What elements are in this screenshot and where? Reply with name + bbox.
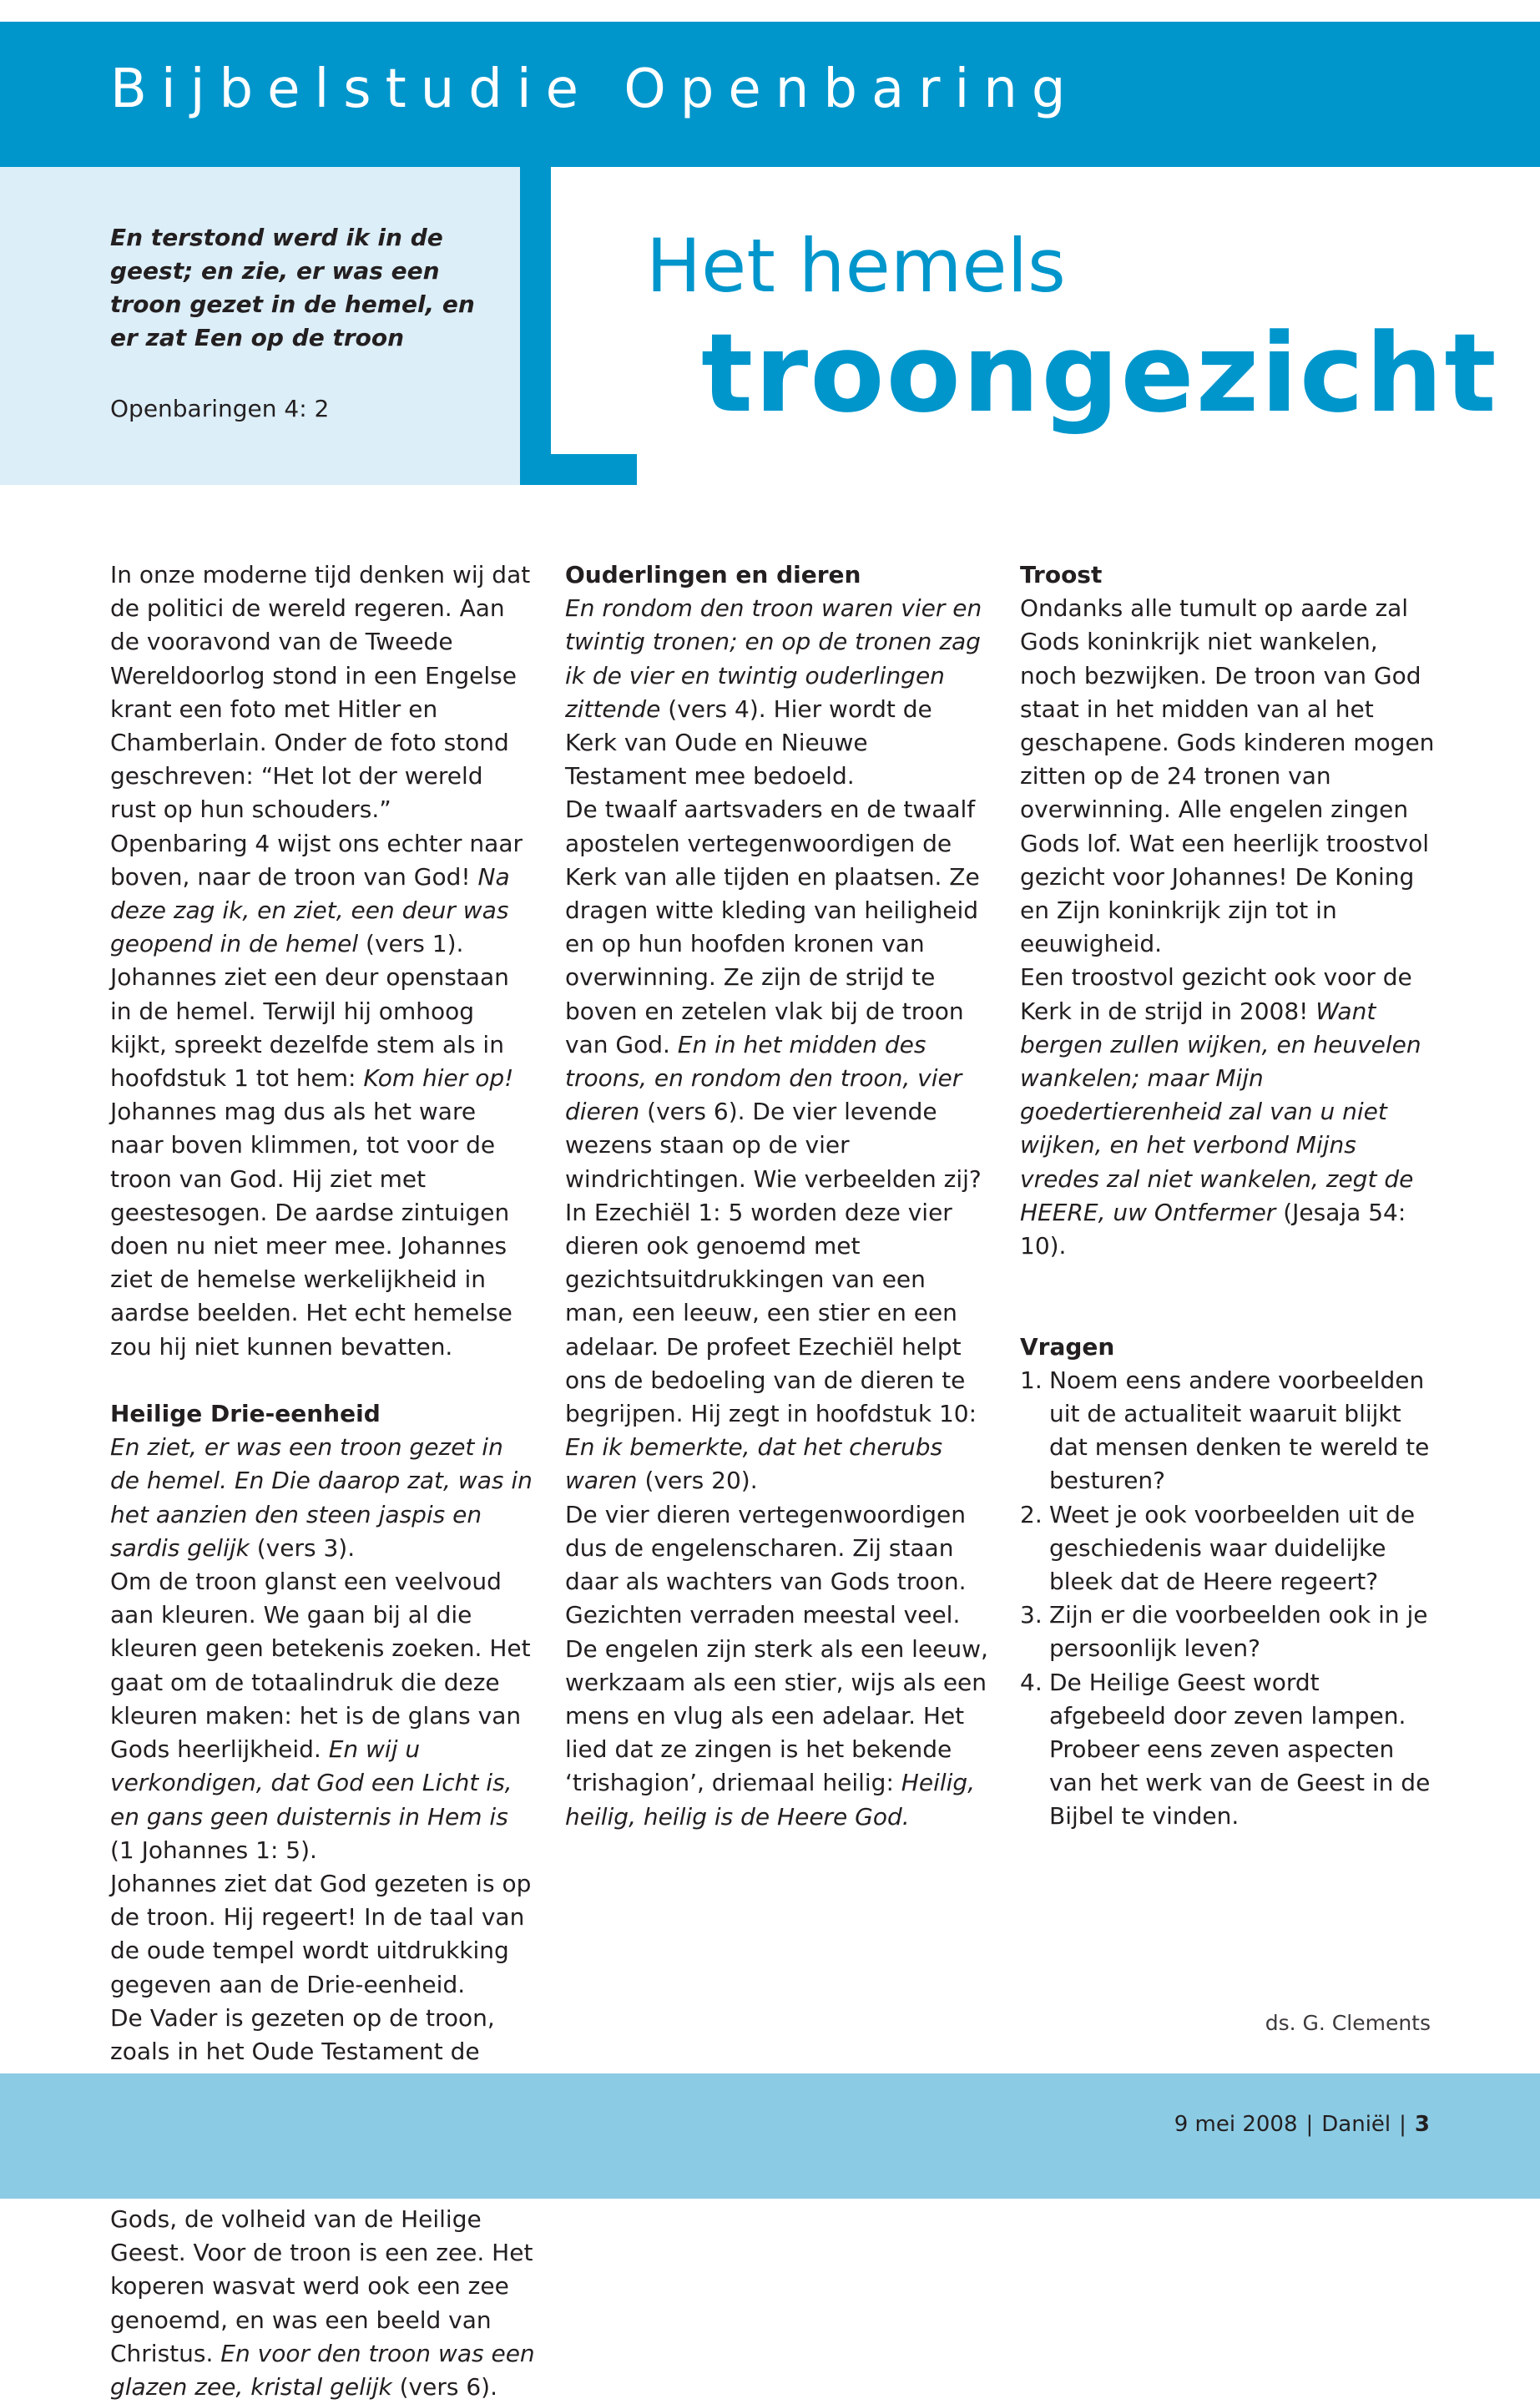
intro-quote: En terstond werd ik in de geest; en zie, er was een troon gezet in de hemel, en er zat Een op de troon — [110, 224, 475, 351]
scripture-quote: Kom hier op! — [363, 1064, 514, 1093]
title-bracket-decoration — [520, 167, 637, 485]
question-number: 2. — [1020, 1500, 1043, 1528]
question-text: Noem eens andere voorbeelden uit de actualiteit waaruit blijkt dat mensen denken te wereld te besturen? — [1049, 1366, 1430, 1495]
questions-list — [1020, 1364, 1437, 1834]
paragraph: En ziet, er was een troon gezet in de hemel. En Die daarop zat, was in het aanzien den steen jaspis en sardis gelijk (vers 3). — [110, 1433, 533, 1562]
paragraph: Johannes ziet dat God gezeten is op de troon. Hij regeert! In de taal van de oude tempel wordt uitdrukking gegeven aan de Drie-eenheid. — [110, 1869, 532, 1998]
paragraph-intro: In onze moderne tijd denken wij dat de politici de wereld regeren. Aan de vooravond van de Tweede Wereldoorlog stond in een Engelse krant een foto met Hitler en Chamberlain. Onder de foto stond geschreven: “Het lot der wereld rust op hun schouders.” Openbaring 4 wijst ons echter naar boven, naar de troon van God! Na deze zag ik, en ziet, een deur was geopend in de hemel (vers 1). Johannes ziet een deur openstaan in de hemel. Terwijl hij omhoog kijkt, spreekt dezelfde stem als in hoofdstuk 1 tot hem: Kom hier op! Johannes mag dus als het ware naar boven klimmen, tot voor de troon van God. Hij ziet met geestesogen. De aardse zintuigen doen nu niet meer mee. Johannes ziet de hemelse werkelijkheid in aardse beelden. Het echt hemelse zou hij niet kunnen bevatten. — [110, 561, 531, 1361]
question-number: 1. — [1020, 1366, 1043, 1394]
article-column-2 — [565, 558, 991, 1834]
title-line-2: troongezicht — [701, 310, 1498, 437]
paragraph-continued: De vier dieren vertegenwoordigen dus de engelenscharen. Zij staan daar als wachters van Gods troon. Gezichten verraden meestal veel. De engelen zijn sterk als een leeuw, werkzaam als een stier, wijs als een mens en vlug als een adelaar. Het lied dat ze zingen is het bekende ‘trishagion’, driemaal heilig: Heilig, heilig, heilig is de Heere God. — [565, 1500, 988, 1831]
author: ds. G. Clements — [1265, 2011, 1431, 2035]
magazine-name: Daniël — [1321, 2112, 1391, 2137]
scripture-quote: En ziet, er was een troon gezet in de hemel. En Die daarop zat, was in het aanzien den steen jaspis en sardis gelijk — [110, 1433, 533, 1562]
question-number: 4. — [1020, 1668, 1043, 1696]
question-item — [1020, 1598, 1437, 1665]
scripture-quote: Heilig, heilig, heilig is de Heere God. — [565, 1769, 976, 1831]
section-heading-drie-eenheid: Heilige Drie-eenheid — [110, 1400, 381, 1428]
questions-heading: Vragen — [1020, 1332, 1115, 1361]
paragraph: Om de troon glanst een veelvoud aan kleuren. We gaan bij al die kleuren geen betekenis zoeken. Het gaat om de totaalindruk die deze kleuren maken: het is de glans van Gods heerlijkheid. En wij u verkondigen, dat God een Licht is, en gans geen duisternis in Hem is (1 Johannes 1: 5). — [110, 1568, 531, 1864]
section-heading-ouderlingen: Ouderlingen en dieren — [565, 561, 861, 588]
scripture-quote: En rondom den troon waren vier en twintig tronen; en op de tronen zag ik de vier en twintig ouderlingen zittende — [565, 594, 982, 723]
footer-separator: | — [1305, 2112, 1314, 2137]
scripture-quote: En voor den troon was een glazen zee, kristal gelijk — [110, 2339, 535, 2401]
question-item — [1020, 1498, 1437, 1599]
question-item — [1020, 1364, 1437, 1498]
question-text: De Heilige Geest wordt afgebeeld door zeven lampen. Probeer eens zeven aspecten van het werk van de Geest in de Bijbel te vinden. — [1049, 1668, 1431, 1831]
paragraph: In Ezechiël 1: 5 worden deze vier dieren ook genoemd met gezichtsuitdrukkingen van een man, een leeuw, een stier en een adelaar. De profeet Ezechiël helpt ons de bedoeling van de dieren te begrijpen. Hij zegt in hoofdstuk 10: En ik bemerkte, dat het cherubs waren (vers 20). — [565, 1198, 977, 1495]
title-line-1: Het hemels — [646, 223, 1066, 309]
paragraph: De twaalf aartsvaders en de twaalf apostelen vertegenwoordigen de Kerk van alle tijden en plaatsen. Ze dragen witte kleding van heiligheid en op hun hoofden kronen van overwinning. Ze zijn de strijd te boven en zetelen vlak bij de troon van God. En in het midden des troons, en rondom den troon, vier dieren (vers 6). De vier levende wezens staan op de vier windrichtingen. Wie verbeelden zij? — [565, 795, 982, 1193]
question-item — [1020, 1666, 1437, 1834]
scripture-quote: En wij u verkondigen, dat God een Licht is, en gans geen duisternis in Hem is — [110, 1735, 512, 1831]
issue-date: 9 mei 2008 — [1174, 2112, 1298, 2137]
series-title: Bijbelstudie Openbaring — [110, 58, 1080, 120]
paragraph: Een troostvol gezicht ook voor de Kerk in de strijd in 2008! Want bergen zullen wijken, en heuvelen wankelen; maar Mijn goedertierenheid zal van u niet wijken, en het verbond Mijns vredes zal niet wankelen, zegt de HEERE, uw Ontfermer (Jesaja 54: 10). — [1020, 963, 1421, 1260]
question-text: Zijn er die voorbeelden ook in je persoonlijk leven? — [1049, 1601, 1428, 1663]
footer-separator: | — [1399, 2112, 1406, 2137]
paragraph: En rondom den troon waren vier en twintig tronen; en op de tronen zag ik de vier en twintig ouderlingen zittende (vers 4). Hier wordt de Kerk van Oude en Nieuwe Testament mee bedoeld. — [565, 594, 982, 790]
paragraph: Ondanks alle tumult op aarde zal Gods koninkrijk niet wankelen, noch bezwijken. De troon van God staat in het midden van al het geschapene. Gods kinderen mogen zitten op de 24 tronen van overwinning. Alle engelen zingen Gods lof. Wat een heerlijk troostvol gezicht voor Johannes! De Koning en Zijn koninkrijk zijn tot in eeuwigheid. — [1020, 594, 1435, 958]
scripture-quote: En ik bemerkte, dat het cherubs waren — [565, 1433, 943, 1495]
article-column-3 — [1020, 558, 1437, 1834]
scripture-quote: En in het midden des troons, en rondom den troon, vier dieren — [565, 1030, 962, 1126]
intro-reference: Openbaringen 4: 2 — [110, 395, 330, 422]
question-number: 3. — [1020, 1601, 1043, 1629]
page-footer — [1174, 2109, 1430, 2139]
page-number: 3 — [1414, 2112, 1430, 2137]
scripture-quote: Want bergen zullen wijken, en heuvelen wankelen; maar Mijn goedertierenheid zal van u niet wijken, en het verbond Mijns vredes zal niet wankelen, zegt de HEERE, uw Ontfermer — [1020, 997, 1421, 1226]
section-heading-troost: Troost — [1020, 561, 1103, 588]
paragraph-continued: De Vader is gezeten op de troon, zoals in het Oude Testament de Gods, de volheid van de Heilige Geest. Voor de troon is een zee. Het koperen wasvat werd ook een zee genoemd, en was een beeld van Christus. En voor den troon was een glazen zee, kristal gelijk (vers 6). — [110, 2003, 535, 2401]
question-text: Weet je ook voorbeelden uit de geschiedenis waar duidelijke bleek dat de Heere regeert? — [1049, 1500, 1416, 1596]
scripture-quote: Na deze zag ik, en ziet, een deur was geopend in de hemel — [110, 862, 510, 958]
